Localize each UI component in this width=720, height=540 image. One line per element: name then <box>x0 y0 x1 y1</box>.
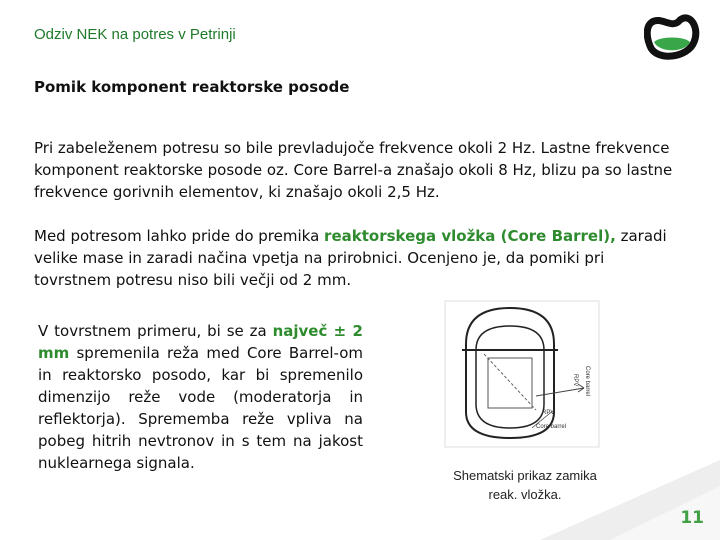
paragraph-core-barrel-after: zaradi velike mase in zaradi načina vpetja na prirobnici. Ocenjeno je, da pomiki pri tovrstnem potresu niso bili večji od 2 mm. <box>34 227 667 289</box>
label-core-barrel-right: Core barrel <box>584 366 590 397</box>
paragraph-gap-change <box>38 320 363 474</box>
highlight-core-barrel: reaktorskega vložka (Core Barrel), <box>324 227 616 245</box>
page-number: 11 <box>680 508 704 528</box>
paragraph-core-barrel <box>34 225 684 291</box>
figure-caption-line2: reak. vložka. <box>488 487 562 502</box>
label-rpv-right: RPV <box>572 374 578 387</box>
paragraph-core-barrel-before: Med potresom lahko pride do premika <box>34 227 325 245</box>
figure-caption-line1: Shematski prikaz zamika <box>453 468 597 483</box>
corner-decoration <box>540 460 720 540</box>
paragraph-gap-before: V tovrstnem primeru, bi se za <box>38 322 273 340</box>
label-core-barrel-bottom: Core barrel <box>536 424 567 430</box>
paragraph-gap-after: spremenila reža med Core Barrel-om in reaktorsko posodo, kar bi spremenilo dimenzijo reže vode (moderatorja in reflektorja). Sprememba reže vpliva na pobeg hitrih nevtronov in s tem na jakost nuklearnega signala. <box>38 344 363 472</box>
label-rpv-bottom: RPV <box>542 410 555 416</box>
highlight-max-2mm: največ ± 2 mm <box>38 322 363 362</box>
reactor-vessel-schematic <box>444 300 600 448</box>
nek-logo <box>644 12 700 64</box>
paragraph-frequencies: Pri zabeleženem potresu so bile prevladujoče frekvence okoli 2 Hz. Lastne frekvence komponent reaktorske posode oz. Core Barrel-a znašajo okoli 8 Hz, blizu pa so lastne frekvence gorivnih elementov, ki znašajo okoli 2,5 Hz. <box>34 139 673 201</box>
slide-heading: Pomik komponent reaktorske posode <box>34 78 350 96</box>
header-title: Odziv NEK na potres v Petrinji <box>34 26 236 43</box>
logo-outline <box>647 18 696 56</box>
